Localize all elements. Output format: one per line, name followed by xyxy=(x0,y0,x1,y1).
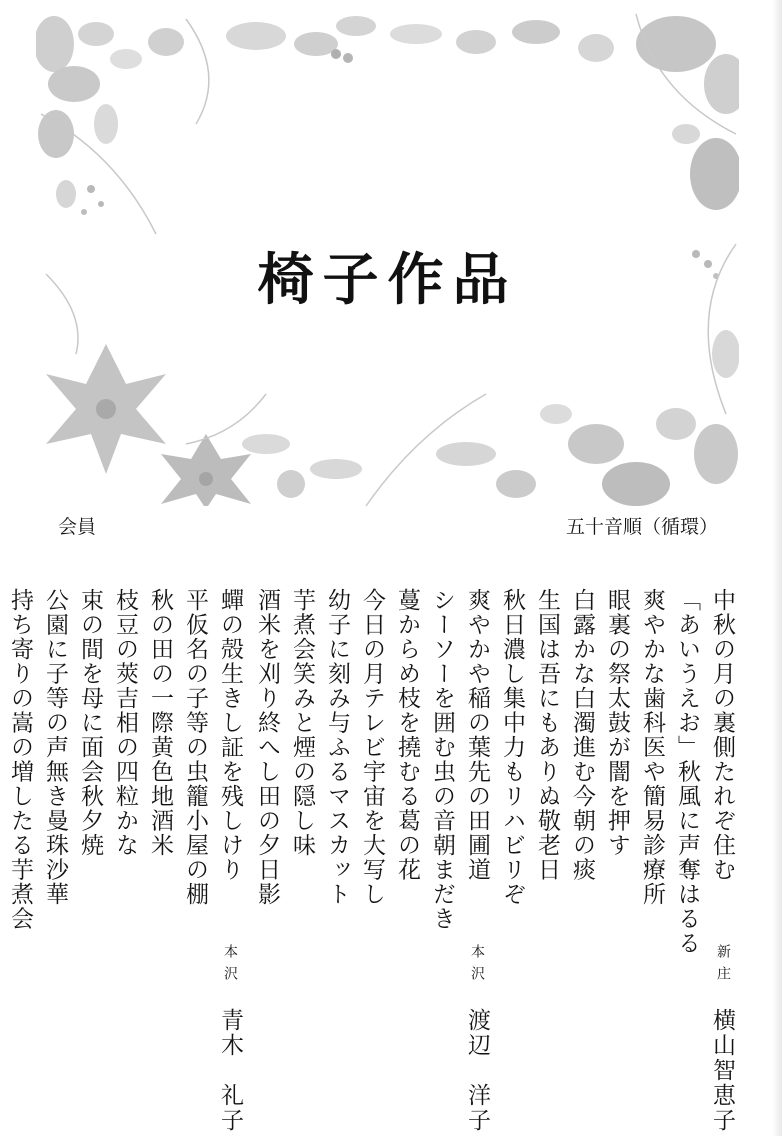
haiku-line: 秋の田の一際黄色地酒米 xyxy=(147,588,173,858)
haiku-line: 持ち寄りの嵩の増したる芋煮会 xyxy=(7,588,33,931)
haiku-line: 爽やかな歯科医や簡易診療所 xyxy=(639,588,665,907)
haiku-line: 爽やかや稲の葉先の田圃道 xyxy=(464,588,490,882)
author-town: 本沢 xyxy=(469,944,485,988)
order-label: 五十音順（循環） xyxy=(566,516,719,538)
page-title: 椅子作品 xyxy=(257,248,518,313)
haiku-line: 公園に子等の声無き曼珠沙華 xyxy=(42,588,68,907)
author-name: 青木 礼子 xyxy=(217,1008,243,1133)
page-edge-shadow xyxy=(772,0,782,1136)
haiku-line: 平仮名の子等の虫籠小屋の棚 xyxy=(182,588,208,907)
author-name: 渡辺 洋子 xyxy=(464,1008,490,1133)
haiku-line: 束の間を母に面会秋夕焼 xyxy=(77,588,103,858)
member-label: 会員 xyxy=(58,516,97,538)
haiku-line: 生国は吾にもありぬ敬老日 xyxy=(534,588,560,882)
haiku-line: 今日の月テレビ宇宙を大写し xyxy=(359,588,385,907)
haiku-line: 白露かな白濁進む今朝の痰 xyxy=(569,588,595,882)
author-name: 横山智恵子 xyxy=(709,1008,735,1133)
haiku-line: 酒米を刈り終へし田の夕日影 xyxy=(254,588,280,907)
author-town: 本沢 xyxy=(222,944,238,988)
haiku-line: 「あいうえお」秋風に声奪はるる xyxy=(674,588,700,956)
title-banner xyxy=(36,14,739,506)
haiku-line: 枝豆の莢吉相の四粒かな xyxy=(112,588,138,858)
haiku-line: 秋日濃し集中力もリハビリぞ xyxy=(499,588,525,907)
haiku-line: 蟬の殻生きし証を残しけり xyxy=(217,588,243,882)
haiku-line: シーソーを囲む虫の音朝まだき xyxy=(429,588,455,931)
haiku-line: 蔓からめ枝を撓むる葛の花 xyxy=(394,588,420,882)
author-town: 新庄 xyxy=(715,944,731,988)
haiku-line: 眼裏の祭太鼓が闇を押す xyxy=(604,588,630,858)
haiku-line: 中秋の月の裏側たれぞ住む xyxy=(709,588,735,882)
haiku-line: 幼子に刻み与ふるマスカット xyxy=(324,588,350,907)
haiku-line: 芋煮会笑みと煙の隠し味 xyxy=(289,588,315,858)
